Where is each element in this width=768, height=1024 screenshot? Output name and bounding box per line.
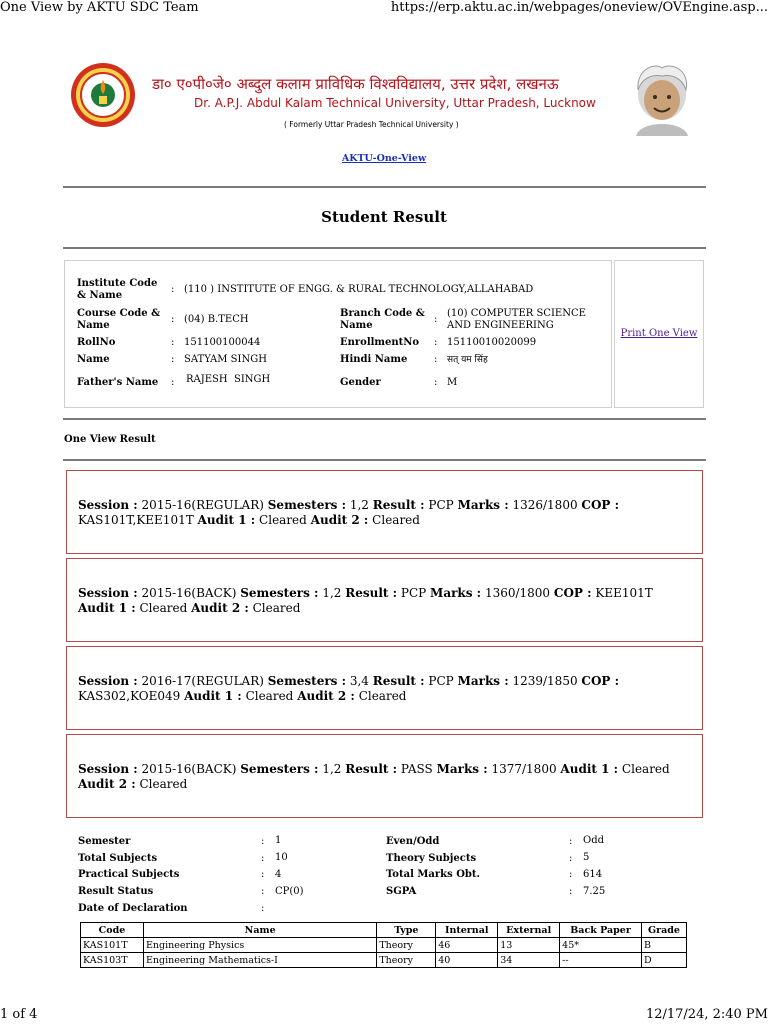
branch-label: Branch Code & Name <box>340 308 425 331</box>
colon: : <box>569 869 573 880</box>
result-status-value: CP(0) <box>275 886 304 897</box>
theory-subjects-value: 5 <box>583 852 590 863</box>
column-header: Grade <box>641 923 686 938</box>
rollno-label: RollNo <box>77 337 116 348</box>
colon: : <box>434 377 438 388</box>
enrollment-value: 15110010020099 <box>447 337 537 348</box>
colon: : <box>261 836 265 847</box>
semester-value: 1 <box>275 835 282 846</box>
name-label: Name <box>77 354 110 365</box>
colon: : <box>434 354 438 365</box>
practical-subjects-label: Practical Subjects <box>78 869 180 880</box>
column-header: Type <box>377 923 436 938</box>
even-odd-value: Odd <box>583 835 605 846</box>
colon: : <box>171 337 175 348</box>
column-header: Internal <box>436 923 498 938</box>
table-cell: KAS101T <box>81 938 144 953</box>
total-marks-label: Total Marks Obt. <box>386 869 481 880</box>
branch-value: (10) COMPUTER SCIENCE AND ENGINEERING <box>447 308 586 331</box>
colon: : <box>434 337 438 348</box>
colon: : <box>171 314 175 325</box>
theory-subjects-label: Theory Subjects <box>386 853 477 864</box>
session-card <box>66 470 703 554</box>
total-subjects-value: 10 <box>275 852 288 863</box>
colon: : <box>261 903 265 914</box>
university-former-name: ( Formerly Uttar Pradesh Technical University ) <box>284 120 459 129</box>
column-header: Code <box>81 923 144 938</box>
one-view-result-title: One View Result <box>64 434 156 445</box>
table-row <box>81 938 687 953</box>
print-header <box>0 0 768 18</box>
print-footer <box>0 1007 768 1024</box>
father-name-value: RAJESH SINGH <box>186 374 271 385</box>
divider <box>63 459 706 461</box>
colon: : <box>261 869 265 880</box>
print-url: https://erp.aktu.ac.in/webpages/oneview/OVEngine.asp... <box>390 0 768 15</box>
divider <box>63 247 706 249</box>
column-header: Name <box>143 923 376 938</box>
marks-table <box>80 922 687 968</box>
table-cell: Engineering Mathematics-I <box>143 953 376 968</box>
page-title: Student Result <box>321 208 447 226</box>
colon: : <box>569 836 573 847</box>
table-cell: 45* <box>560 938 642 953</box>
rollno-value: 151100100044 <box>184 337 261 348</box>
hindi-name-label: Hindi Name <box>340 354 408 365</box>
aktu-one-view-link[interactable]: AKTU-One-View <box>341 153 427 164</box>
session-summary: Session : 2015-16(BACK) Semesters : 1,2 Result : PCP Marks : 1360/1800 COP : KEE101T Audit 1 : Cleared Audit 2 : Cleared <box>78 586 653 615</box>
column-header: Back Paper <box>560 923 642 938</box>
page-count: 1 of 4 <box>0 1007 38 1022</box>
session-card <box>66 646 703 730</box>
column-header: External <box>498 923 560 938</box>
table-cell: Theory <box>377 953 436 968</box>
institute-value: (110 ) INSTITUTE OF ENGG. & RURAL TECHNOLOGY,ALLAHABAD <box>184 284 534 295</box>
institute-label: Institute Code & Name <box>77 278 158 301</box>
course-value: (04) B.TECH <box>184 314 249 325</box>
colon: : <box>434 314 438 325</box>
table-cell: B <box>641 938 686 953</box>
student-info-panel <box>64 260 612 408</box>
university-banner <box>64 58 704 138</box>
table-cell: 46 <box>436 938 498 953</box>
course-label: Course Code & Name <box>77 308 161 331</box>
portrait-icon <box>626 60 698 136</box>
colon: : <box>171 354 175 365</box>
table-cell: 40 <box>436 953 498 968</box>
colon: : <box>261 886 265 897</box>
sgpa-value: 7.25 <box>583 886 606 897</box>
table-header-row <box>81 923 687 938</box>
colon: : <box>569 853 573 864</box>
divider <box>63 186 706 188</box>
table-row <box>81 953 687 968</box>
enrollment-label: EnrollmentNo <box>340 337 420 348</box>
sgpa-label: SGPA <box>386 886 417 897</box>
total-marks-value: 614 <box>583 869 603 880</box>
declaration-date-label: Date of Declaration <box>78 903 188 914</box>
colon: : <box>569 886 573 897</box>
total-subjects-label: Total Subjects <box>78 853 158 864</box>
hindi-name-value: सत् यम सिंह <box>447 355 488 365</box>
colon: : <box>171 377 175 388</box>
table-cell: Theory <box>377 938 436 953</box>
colon: : <box>171 284 175 295</box>
print-timestamp: 12/17/24, 2:40 PM <box>645 1007 768 1022</box>
table-cell: -- <box>560 953 642 968</box>
table-cell: D <box>641 953 686 968</box>
divider <box>63 418 706 420</box>
session-summary: Session : 2015-16(BACK) Semesters : 1,2 Result : PASS Marks : 1377/1800 Audit 1 : Cleared Audit 2 : Cleared <box>78 762 670 791</box>
table-cell: 13 <box>498 938 560 953</box>
gender-label: Gender <box>340 377 381 388</box>
session-summary: Session : 2016-17(REGULAR) Semesters : 3,4 Result : PCP Marks : 1239/1850 COP : KAS302,KOE049 Audit 1 : Cleared Audit 2 : Cleared <box>78 674 620 703</box>
print-page-title: One View by AKTU SDC Team <box>0 0 199 15</box>
table-cell: Engineering Physics <box>143 938 376 953</box>
father-name-label: Father's Name <box>77 377 159 388</box>
table-cell: 34 <box>498 953 560 968</box>
colon: : <box>261 853 265 864</box>
university-name-hindi: डा० ए०पी०जे० अब्दुल कलाम प्राविधिक विश्वविद्यालय, उत्तर प्रदेश, लखनऊ <box>152 75 559 93</box>
print-one-view-link[interactable]: Print One View <box>620 328 698 339</box>
session-card <box>66 558 703 642</box>
semester-label: Semester <box>78 836 131 847</box>
session-card <box>66 734 703 818</box>
session-summary: Session : 2015-16(REGULAR) Semesters : 1,2 Result : PCP Marks : 1326/1800 COP : KAS101T,KEE101T Audit 1 : Cleared Audit 2 : Cleared <box>78 498 620 527</box>
gender-value: M <box>447 377 458 388</box>
even-odd-label: Even/Odd <box>386 836 440 847</box>
table-cell: KAS103T <box>81 953 144 968</box>
result-status-label: Result Status <box>78 886 154 897</box>
name-value: SATYAM SINGH <box>184 354 267 365</box>
university-seal-icon <box>70 62 136 128</box>
university-name-english: Dr. A.P.J. Abdul Kalam Technical University, Uttar Pradesh, Lucknow <box>194 96 596 110</box>
practical-subjects-value: 4 <box>275 869 282 880</box>
print-panel <box>614 260 704 408</box>
